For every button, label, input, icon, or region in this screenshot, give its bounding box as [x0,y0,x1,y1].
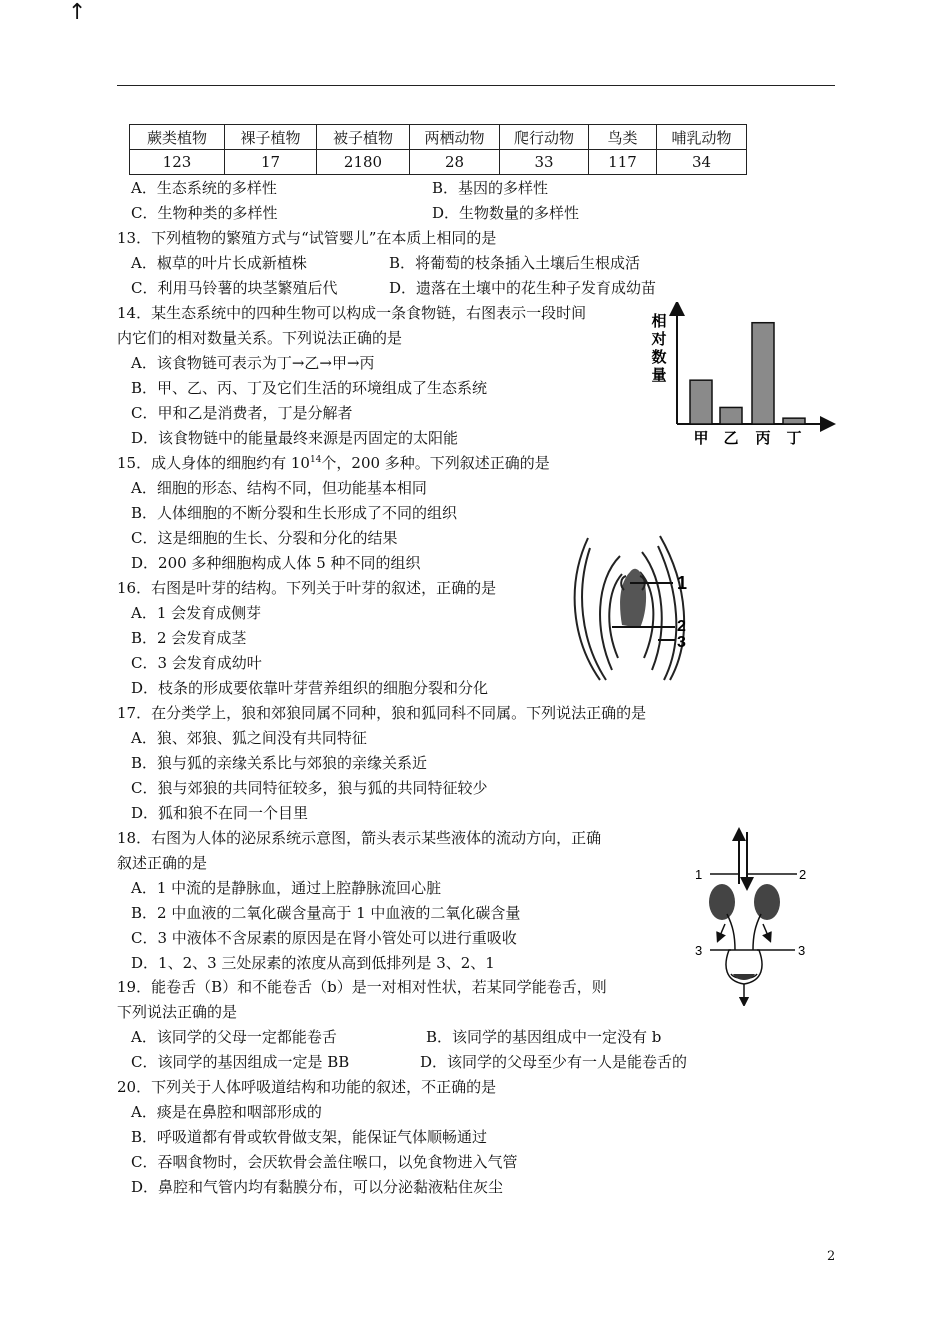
q18-option-d: D．1、2、3 三处尿素的浓度从高到低排列是 3、2、1 [131,954,495,972]
q13-option-d: D．遗落在土壤中的花生种子发育成幼苗 [389,279,657,297]
q14-option-a: A．该食物链可表示为丁→乙→甲→丙 [131,354,375,372]
q18-option-b: B．2 中血液的二氧化碳含量高于 1 中血液的二氧化碳含量 [131,904,521,922]
table-row [130,150,747,175]
q14-stem-line1: 14．某生态系统中的四种生物可以构成一条食物链，右图表示一段时间 [117,304,587,322]
q14-stem-line2: 内它们的相对数量关系。下列说法正确的是 [117,329,403,347]
category-label-4: 丁 [786,429,802,447]
category-label-1: 甲 [693,429,709,447]
q17-stem: 17．在分类学上，狼和郊狼同属不同种，狼和狐同科不同属。下列说法正确的是 [117,704,647,722]
q15-exponent: 14 [309,455,322,465]
q13-option-a: A．椒草的叶片长成新植株 [131,254,307,272]
q13-option-b: B．将葡萄的枝条插入土壤后生根成活 [389,254,641,272]
relative-quantity-bar-chart [640,302,840,452]
y-axis-label-char: 相 [651,312,667,330]
y-axis-label-char: 对 [651,330,667,348]
cursor-arrow-icon: ↑ [68,0,87,25]
table-header-row [130,125,747,150]
q20-option-c: C．吞咽食物时，会厌软骨会盖住喉口，以免食物进入气管 [131,1153,518,1171]
table-cell: 33 [500,150,589,175]
q19-stem-line2: 下列说法正确的是 [117,1003,238,1021]
q18-stem-line1: 18．右图为人体的泌尿系统示意图，箭头表示某些液体的流动方向，正确 [117,829,602,847]
leaf-bud-figure [560,530,720,685]
table-cell: 被子植物 [317,125,410,150]
bar-3 [752,323,774,424]
q19-option-a: A．该同学的父母一定都能卷舌 [131,1028,337,1046]
urinary-system-figure [695,826,820,1006]
q13-stem: 13．下列植物的繁殖方式与“试管婴儿”在本质上相同的是 [117,229,497,247]
table-cell: 蕨类植物 [130,125,225,150]
category-label-2: 乙 [723,429,739,447]
bar-2 [720,407,742,424]
leaf-bud-label-1: 1 [677,573,688,593]
q16-option-a: A．1 会发育成侧芽 [131,604,262,622]
q12-option-a: A．生态系统的多样性 [131,179,277,197]
header-rule [117,85,835,86]
urinary-label-2: 2 [799,867,807,882]
q16-option-d: D．枝条的形成要依靠叶芽营养组织的细胞分裂和分化 [131,679,489,697]
q18-option-a: A．1 中流的是静脉血，通过上腔静脉流回心脏 [131,879,442,897]
table-cell: 哺乳动物 [657,125,747,150]
table-cell: 34 [657,150,747,175]
q15-stem [117,452,550,474]
q16-stem: 16．右图是叶芽的结构。下列关于叶芽的叙述，正确的是 [117,579,497,597]
q20-option-d: D．鼻腔和气管内均有黏膜分布，可以分泌黏液粘住灰尘 [131,1178,504,1196]
ureters-and-bladder [726,914,762,1002]
table-cell: 鸟类 [589,125,657,150]
kidneys [709,884,780,920]
q20-stem: 20．下列关于人体呼吸道结构和功能的叙述，不正确的是 [117,1078,497,1096]
q17-option-a: A．狼、郊狼、狐之间没有共同特征 [131,729,367,747]
q14-option-b: B．甲、乙、丙、丁及它们生活的环境组成了生态系统 [131,379,488,397]
q19-option-d: D．该同学的父母至少有一人是能卷舌的 [420,1053,688,1071]
q18-option-c: C．3 中液体不含尿素的原因是在肾小管处可以进行重吸收 [131,929,517,947]
y-axis-label-char: 量 [651,366,667,384]
page-number: 2 [827,1249,836,1264]
q15-option-d: D．200 多种细胞构成人体 5 种不同的组织 [131,554,421,572]
urinary-label-1: 1 [695,867,703,882]
q15-option-a: A．细胞的形态、结构不同，但功能基本相同 [131,479,427,497]
q14-option-c: C．甲和乙是消费者，丁是分解者 [131,404,353,422]
q12-option-c: C．生物种类的多样性 [131,204,278,222]
q16-option-b: B．2 会发育成茎 [131,629,247,647]
q20-option-a: A．痰是在鼻腔和咽部形成的 [131,1103,322,1121]
q15-stem-pre: 15．成人身体的细胞约有 10 [117,454,310,472]
y-axis-label [650,312,666,384]
table-cell: 两栖动物 [410,125,500,150]
urinary-label-3-right: 3 [798,943,806,958]
q20-option-b: B．呼吸道都有骨或软骨做支架，能保证气体顺畅通过 [131,1128,488,1146]
q19-option-b: B．该同学的基因组成中一定没有 b [426,1028,662,1046]
leaf-bud-label-3: 3 [677,634,686,651]
q15-option-b: B．人体细胞的不断分裂和生长形成了不同的组织 [131,504,458,522]
q17-option-b: B．狼与狐的亲缘关系比与郊狼的亲缘关系近 [131,754,428,772]
table-cell: 2180 [317,150,410,175]
q17-option-d: D．狐和狼不在同一个目里 [131,804,309,822]
species-table [129,124,747,175]
y-axis-label-char: 数 [651,348,667,366]
table-cell: 117 [589,150,657,175]
table-cell: 123 [130,150,225,175]
q16-option-c: C．3 会发育成幼叶 [131,654,262,672]
blood-vessels [739,832,747,884]
q12-option-d: D．生物数量的多样性 [432,204,580,222]
q19-stem-line1: 19．能卷舌（B）和不能卷舌（b）是一对相对性状，若某同学能卷舌，则 [117,978,607,996]
table-cell: 28 [410,150,500,175]
bar-4 [783,418,805,424]
urinary-label-3-left: 3 [695,943,703,958]
table-cell: 裸子植物 [225,125,317,150]
table-cell: 爬行动物 [500,125,589,150]
q15-stem-post: 个，200 多种。下列叙述正确的是 [321,454,550,472]
bar-1 [690,380,712,424]
category-label-3: 丙 [755,429,771,447]
q17-option-c: C．狼与郊狼的共同特征较多，狼与狐的共同特征较少 [131,779,488,797]
q19-option-c: C．该同学的基因组成一定是 BB [131,1053,350,1071]
table-cell: 17 [225,150,317,175]
q14-option-d: D．该食物链中的能量最终来源是丙固定的太阳能 [131,429,459,447]
q13-option-c: C．利用马铃薯的块茎繁殖后代 [131,279,338,297]
q18-stem-line2: 叙述正确的是 [117,854,208,872]
leaf-bud-label-2: 2 [677,618,686,635]
q12-option-b: B．基因的多样性 [432,179,549,197]
q15-option-c: C．这是细胞的生长、分裂和分化的结果 [131,529,398,547]
